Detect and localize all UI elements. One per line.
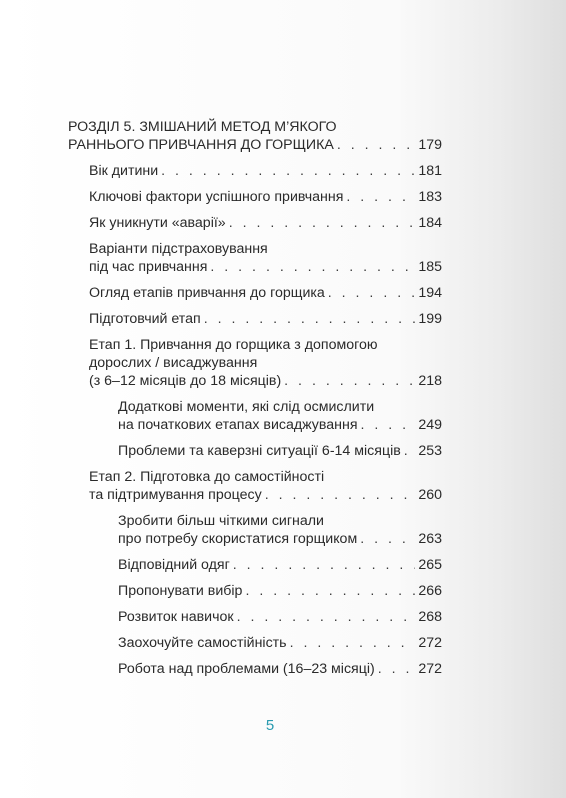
dot-leader: [237, 608, 416, 626]
dot-leader: [346, 188, 415, 206]
dot-leader: [229, 214, 416, 232]
toc-entry-title-line: Проблеми та каверзні ситуації 6-14 місяців: [118, 443, 401, 459]
toc-page-number: 268: [418, 609, 442, 625]
toc-entry: [118, 608, 442, 626]
toc-entry: [118, 512, 442, 548]
toc-page-number: 194: [418, 285, 442, 301]
toc-entry: [89, 284, 442, 302]
toc-entry: [118, 582, 442, 600]
toc-page-number: 218: [418, 373, 442, 389]
dot-leader: [360, 530, 415, 548]
toc-entry: [118, 442, 442, 460]
toc-page-number: 266: [418, 583, 442, 599]
toc-entry-title-line: під час привчання: [89, 259, 208, 275]
toc-entry: [89, 310, 442, 328]
toc-entry: [89, 162, 442, 180]
toc-entry-title-line: Як уникнути «аварії»: [89, 215, 226, 231]
toc-page-number: 265: [418, 557, 442, 573]
toc-entry-title-line: Зробити більш чіткими сигнали: [118, 513, 324, 529]
toc-page-number: 185: [418, 259, 442, 275]
dot-leader: [361, 416, 416, 434]
toc-entry: [118, 660, 442, 678]
toc-chapter: [68, 118, 442, 154]
toc-entry: [89, 240, 442, 276]
toc-entry: [118, 398, 442, 434]
toc-entry-title-line: Відповідний одяг: [118, 557, 230, 573]
toc-entry-title-line: (з 6–12 місяців до 18 місяців): [89, 373, 282, 389]
toc-page-number: 249: [418, 417, 442, 433]
toc-entry-title-line: Підготовчий етап: [89, 311, 201, 327]
dot-leader: [233, 556, 416, 574]
dot-leader: [290, 634, 416, 652]
toc-page-number: 199: [418, 311, 442, 327]
toc-entry-title-line: Розвиток навичок: [118, 609, 234, 625]
toc-entry-title-line: дорослих / висаджування: [89, 355, 258, 371]
toc-entry-title-line: Пропонувати вибір: [118, 583, 243, 599]
dot-leader: [161, 162, 415, 180]
toc-entry-title-line: Ключові фактори успішного привчання: [89, 189, 344, 205]
toc-page-number: 272: [418, 635, 442, 651]
toc-page-number: 260: [418, 487, 442, 503]
toc-entry-title-line: Етап 1. Привчання до горщика з допомогою: [89, 337, 378, 353]
page-number: 5: [265, 717, 275, 734]
toc-entry-title-line: Варіанти підстраховування: [89, 241, 268, 257]
toc-entry-title-line: про потребу скористатися горщиком: [118, 531, 358, 547]
dot-leader: [378, 660, 416, 678]
table-of-contents: [68, 118, 442, 686]
toc-page-number: 253: [418, 443, 442, 459]
toc-entry-title-line: РОЗДІЛ 5. ЗМІШАНИЙ МЕТОД М’ЯКОГО: [68, 119, 337, 135]
toc-page-number: 272: [418, 661, 442, 677]
toc-page-number: 179: [418, 137, 442, 153]
toc-entry-title-line: РАННЬОГО ПРИВЧАННЯ ДО ГОРЩИКА: [68, 137, 334, 153]
toc-page-number: 183: [418, 189, 442, 205]
dot-leader: [328, 284, 416, 302]
dot-leader: [404, 442, 416, 460]
toc-entry-title-line: Етап 2. Підготовка до самостійності: [89, 469, 325, 485]
toc-entry-title-line: Вік дитини: [89, 163, 159, 179]
toc-entry: [118, 634, 442, 652]
dot-leader: [204, 310, 416, 328]
toc-entry-title-line: та підтримування процесу: [89, 487, 262, 503]
toc-entry: [89, 336, 442, 390]
toc-entry-title-line: Робота над проблемами (16–23 місяці): [118, 661, 375, 677]
toc-entry: [89, 468, 442, 504]
toc-entry-title-line: Заохочуйте самостійність: [118, 635, 287, 651]
toc-page-number: 263: [418, 531, 442, 547]
dot-leader: [284, 372, 415, 390]
toc-page-number: 181: [418, 163, 442, 179]
toc-page-number: 184: [418, 215, 442, 231]
toc-entry: [89, 214, 442, 232]
dot-leader: [337, 136, 415, 154]
toc-entry: [118, 556, 442, 574]
dot-leader: [265, 486, 416, 504]
dot-leader: [210, 258, 415, 276]
toc-entry: [89, 188, 442, 206]
toc-entry-title-line: на початкових етапах висаджування: [118, 417, 358, 433]
toc-entry-title-line: Огляд етапів привчання до горщика: [89, 285, 325, 301]
dot-leader: [245, 582, 415, 600]
toc-entry-title-line: Додаткові моменти, які слід осмислити: [118, 399, 375, 415]
